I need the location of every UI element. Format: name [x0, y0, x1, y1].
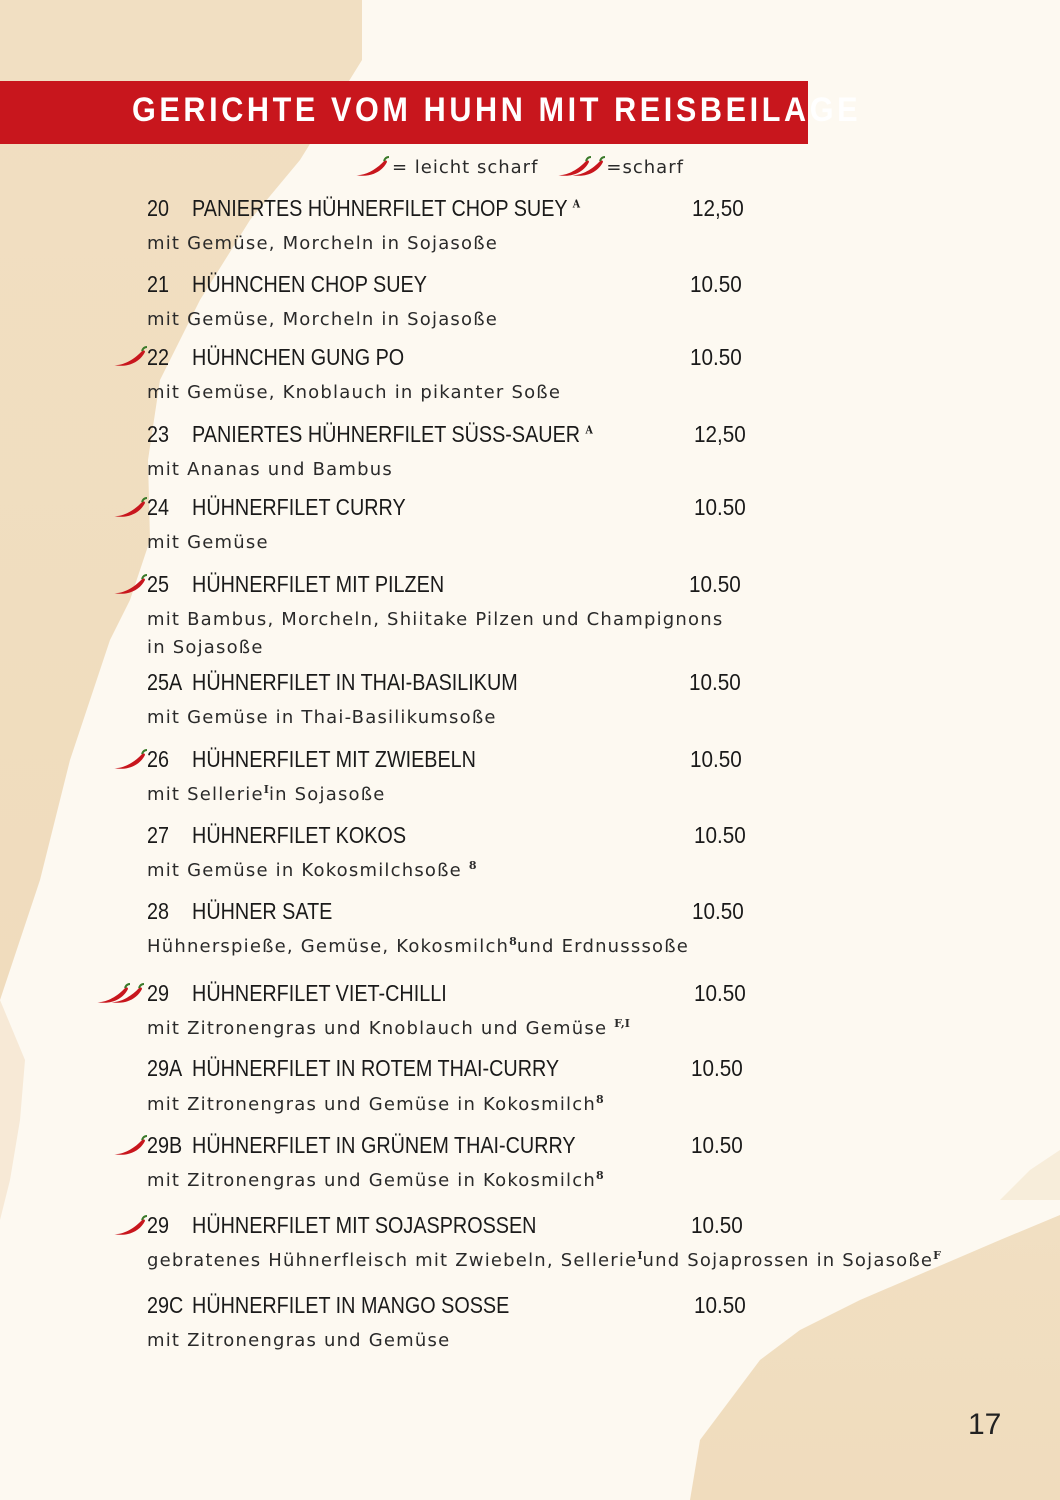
menu-item-name: 20 PANIERTES HÜHNERFILET CHOP SUEY $^A$ — [147, 195, 581, 221]
menu-item-description: gebratenes Hühnerfleisch mit Zwiebeln, Sellerie$^I$und Sojaprossen in Sojasoße$^F$ — [147, 1249, 941, 1271]
chili-pepper-icon — [112, 749, 148, 771]
menu-item-name: 27 HÜHNERFILET KOKOS — [147, 822, 407, 848]
menu-item-name: 29B HÜHNERFILET IN GRÜNEM THAI-CURRY — [147, 1132, 576, 1158]
chili-pepper-icon — [112, 1215, 148, 1237]
menu-item-description: Hühnerspieße, Gemüse, Kokosmilch$^8$und Erdnusssoße — [147, 935, 690, 957]
chili-pepper-icon — [95, 983, 147, 1005]
menu-item-name: 25A HÜHNERFILET IN THAI-BASILIKUM — [147, 669, 518, 695]
menu-item-description: mit Gemüse — [147, 532, 269, 553]
menu-item-price: 10.50 — [691, 1212, 743, 1238]
menu-item-description: mit Zitronengras und Gemüse in Kokosmilch$^8$ — [147, 1093, 604, 1115]
menu-item-price: 10.50 — [691, 1132, 743, 1158]
menu-item-price: 10.50 — [689, 571, 741, 597]
menu-item-name: 29C HÜHNERFILET IN MANGO SOSSE — [147, 1292, 510, 1318]
menu-item-price: 10.50 — [692, 898, 744, 924]
menu-item-description: mit Gemüse, Knoblauch in pikanter Soße — [147, 382, 562, 403]
menu-item-name: 24 HÜHNERFILET CURRY — [147, 494, 406, 520]
menu-item-description: mit Zitronengras und Gemüse — [147, 1330, 451, 1351]
menu-item-price: 12,50 — [694, 421, 746, 447]
menu-item-name: 25 HÜHNERFILET MIT PILZEN — [147, 571, 445, 597]
menu-item-price: 10.50 — [694, 980, 746, 1006]
menu-item-name: 26 HÜHNERFILET MIT ZWIEBELN — [147, 746, 476, 772]
menu-item-price: 10.50 — [694, 494, 746, 520]
legend-mild-label: = leicht scharf — [392, 156, 539, 178]
chili-pepper-icon — [112, 497, 148, 519]
chili-pepper-icon — [112, 574, 148, 596]
menu-item-description: mit Ananas und Bambus — [147, 459, 393, 480]
page-title: GERICHTE VOM HUHN MIT REISBEILAGE — [132, 91, 862, 129]
menu-item-description: mit Bambus, Morcheln, Shiitake Pilzen und Champignons — [147, 609, 724, 630]
menu-item-price: 10.50 — [694, 822, 746, 848]
menu-item-name: 29 HÜHNERFILET MIT SOJASPROSSEN — [147, 1212, 537, 1238]
menu-item-price: 10.50 — [690, 271, 742, 297]
menu-item-name: 28 HÜHNER SATE — [147, 898, 333, 924]
page-number: 17 — [968, 1408, 1002, 1441]
menu-item-price: 10.50 — [694, 1292, 746, 1318]
menu-item-name: 21 HÜHNCHEN CHOP SUEY — [147, 271, 427, 297]
menu-item-name: 29A HÜHNERFILET IN ROTEM THAI-CURRY — [147, 1055, 560, 1081]
menu-item-description: mit Zitronengras und Knoblauch und Gemüse $^{F,I}$ — [147, 1017, 630, 1039]
menu-item-description: mit Gemüse, Morcheln in Sojasoße — [147, 233, 499, 254]
menu-item-description: mit Gemüse, Morcheln in Sojasoße — [147, 309, 499, 330]
menu-item-description: mit Gemüse in Kokosmilchsoße $^8$ — [147, 859, 477, 881]
menu-item-description: mit Gemüse in Thai-Basilikumsoße — [147, 707, 497, 728]
chili-pepper-icon — [112, 1135, 148, 1157]
chili-pepper-icon — [112, 346, 148, 368]
menu-item-name: 22 HÜHNCHEN GUNG PO — [147, 344, 405, 370]
chili-pepper-icon — [354, 156, 390, 178]
menu-item-price: 10.50 — [689, 669, 741, 695]
menu-item-price: 12,50 — [692, 195, 744, 221]
spiciness-legend — [354, 152, 684, 182]
menu-item-description: mit Zitronengras und Gemüse in Kokosmilch$^8$ — [147, 1169, 604, 1191]
menu-item-price: 10.50 — [690, 344, 742, 370]
menu-item-description: mit Sellerie$^I$in Sojasoße — [147, 783, 386, 805]
menu-item-description-line2: in Sojasoße — [147, 637, 264, 658]
menu-item-name: 29 HÜHNERFILET VIET-CHILLI — [147, 980, 447, 1006]
menu-item-price: 10.50 — [691, 1055, 743, 1081]
chili-pepper-icon — [556, 156, 606, 178]
legend-hot-label: =scharf — [606, 156, 684, 178]
menu-item-name: 23 PANIERTES HÜHNERFILET SÜSS-SAUER $^A$ — [147, 421, 593, 447]
menu-item-price: 10.50 — [690, 746, 742, 772]
